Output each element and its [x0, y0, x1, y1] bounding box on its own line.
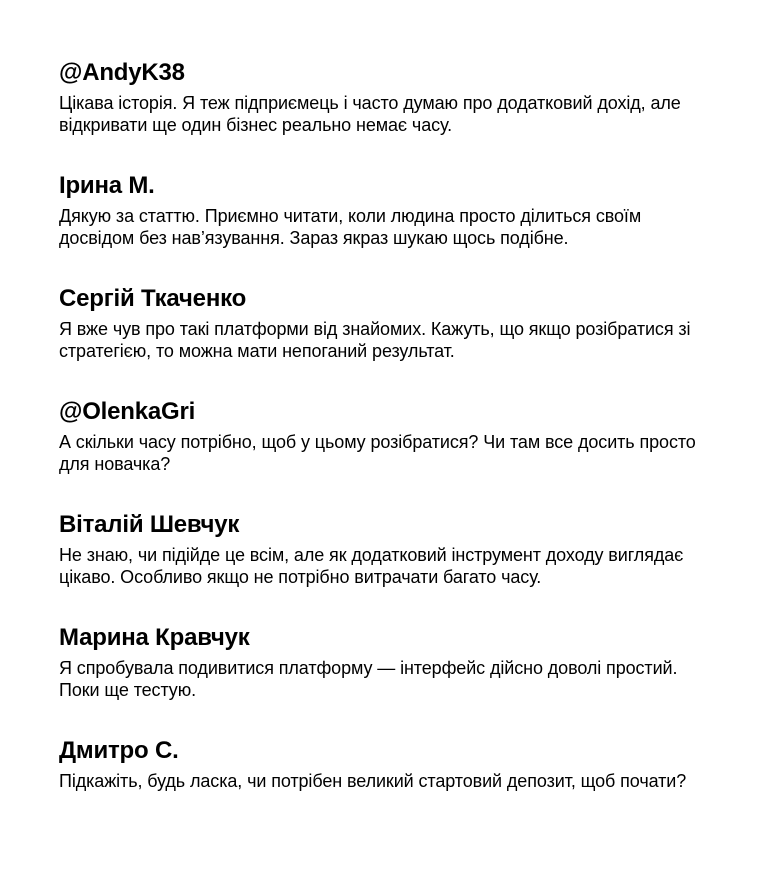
comment-item	[59, 623, 719, 736]
comments-list	[59, 58, 719, 849]
comment-text: Цікава історія. Я теж підприємець і часто думаю про додатковий дохід, але відкривати ще один бізнес реально немає часу.	[59, 93, 681, 135]
comment-author: Віталій Шевчук	[59, 511, 240, 538]
comment-author: Сергій Ткаченко	[59, 285, 247, 312]
comment-text: Не знаю, чи підійде це всім, але як додатковий інструмент доходу виглядає цікаво. Особливо якщо не потрібно витрачати багато часу.	[59, 545, 684, 587]
comment-author: Ірина М.	[59, 172, 155, 199]
comment-text: Дякую за статтю. Приємно читати, коли людина просто ділиться своїм досвідом без нав’язування. Зараз якраз шукаю щось подібне.	[59, 206, 642, 248]
comment-item	[59, 171, 719, 284]
comment-author: Дмитро С.	[59, 737, 179, 764]
comment-item	[59, 284, 719, 397]
comment-author: @AndyK38	[59, 59, 185, 86]
comment-item	[59, 510, 719, 623]
comment-author: @OlenkaGri	[59, 398, 196, 425]
comment-item	[59, 736, 719, 849]
comment-item	[59, 58, 719, 171]
comment-text: А скільки часу потрібно, щоб у цьому розібратися? Чи там все досить просто для новачка?	[59, 432, 696, 474]
comment-item	[59, 397, 719, 510]
comment-text: Підкажіть, будь ласка, чи потрібен великий стартовий депозит, щоб почати?	[59, 771, 687, 791]
comment-author: Марина Кравчук	[59, 624, 250, 651]
comment-text: Я вже чув про такі платформи від знайомих. Кажуть, що якщо розібратися зі стратегією, то можна мати непоганий результат.	[59, 319, 691, 361]
comment-text: Я спробувала подивитися платформу — інтерфейс дійсно доволі простий. Поки ще тестую.	[59, 658, 678, 700]
